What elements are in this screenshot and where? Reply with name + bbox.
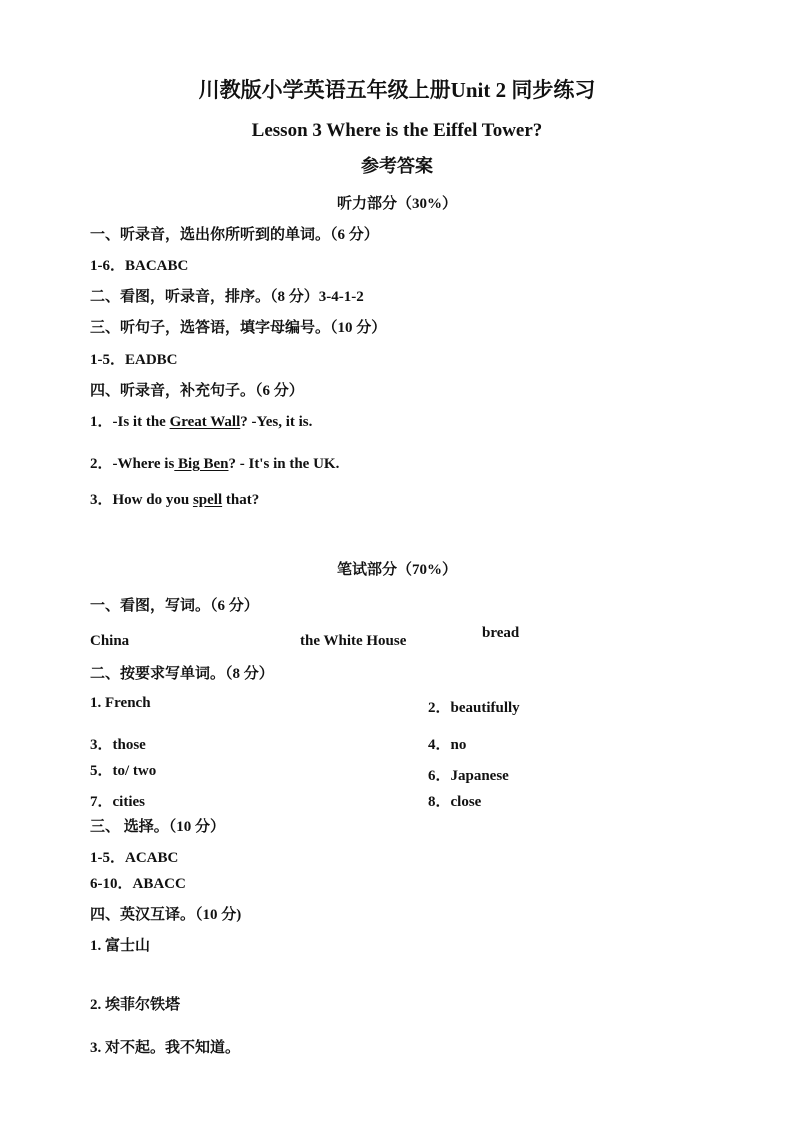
writing-q2-answer-8: 8．close bbox=[428, 794, 482, 810]
listening-q4-heading: 四、听录音，补充句子。（6 分） bbox=[90, 383, 304, 399]
writing-q2-answer-4: 4．no bbox=[428, 737, 467, 753]
listening-q3-heading: 三、听句子，选答语，填字母编号。（10 分） bbox=[90, 320, 387, 336]
writing-q2-answer-2: 2．beautifully bbox=[428, 700, 520, 716]
listening-section-heading: 听力部分（30%） bbox=[336, 196, 457, 212]
line-text: ? - It's in the UK. bbox=[228, 456, 340, 472]
listening-q4-line-1 bbox=[90, 413, 312, 431]
line-text: ? -Yes, it is. bbox=[240, 414, 313, 430]
writing-q1-answer-2: the White House bbox=[300, 633, 407, 649]
line-text: 2．-Where is bbox=[90, 456, 175, 472]
filled-blank: spell bbox=[192, 492, 223, 508]
lesson-subtitle: Lesson 3 Where is the Eiffel Tower? bbox=[251, 120, 543, 141]
line-text: 1．-Is it the bbox=[90, 414, 170, 430]
writing-q2-heading: 二、按要求写单词。（8 分） bbox=[90, 666, 274, 682]
writing-section-heading: 笔试部分（70%） bbox=[336, 562, 457, 578]
writing-q4-answer-2: 2. 埃菲尔铁塔 bbox=[90, 997, 181, 1013]
writing-q1-answer-3: bread bbox=[482, 625, 520, 641]
listening-q2-heading: 二、看图，听录音，排序。（8 分）3-4-1-2 bbox=[90, 289, 364, 305]
writing-q4-answer-3: 3. 对不起。我不知道。 bbox=[90, 1040, 241, 1056]
line-text: that? bbox=[222, 492, 260, 508]
writing-q2-answer-7: 7．cities bbox=[90, 794, 145, 810]
writing-q2-answer-5: 5．to/ two bbox=[90, 763, 157, 779]
listening-q1-answer: 1-6．BACABC bbox=[90, 258, 189, 274]
writing-q3-answer-2: 6-10．ABACC bbox=[90, 876, 186, 892]
writing-q2-answer-6: 6．Japanese bbox=[428, 768, 509, 784]
writing-q4-answer-1: 1. 富士山 bbox=[90, 938, 151, 954]
listening-q4-line-3 bbox=[90, 491, 259, 509]
writing-q2-answer-3: 3．those bbox=[90, 737, 146, 753]
writing-q3-answer-1: 1-5．ACABC bbox=[90, 850, 179, 866]
filled-blank: Great Wall bbox=[169, 414, 241, 430]
writing-q3-heading: 三、 选择。（10 分） bbox=[90, 819, 226, 835]
writing-q4-heading: 四、英汉互译。（10 分) bbox=[90, 907, 242, 923]
answer-heading: 参考答案 bbox=[361, 156, 433, 176]
listening-q3-answer: 1-5．EADBC bbox=[90, 352, 178, 368]
listening-q1-heading: 一、听录音，选出你所听到的单词。（6 分） bbox=[90, 227, 379, 243]
filled-blank: Big Ben bbox=[174, 456, 229, 472]
listening-q4-line-2 bbox=[90, 455, 339, 473]
writing-q2-answer-1: 1. French bbox=[90, 695, 151, 711]
line-text: 3．How do you bbox=[90, 492, 193, 508]
page-title: 川教版小学英语五年级上册Unit 2 同步练习 bbox=[198, 78, 596, 102]
writing-q1-heading: 一、看图，写词。（6 分） bbox=[90, 598, 259, 614]
writing-q1-answer-1: China bbox=[90, 633, 130, 649]
